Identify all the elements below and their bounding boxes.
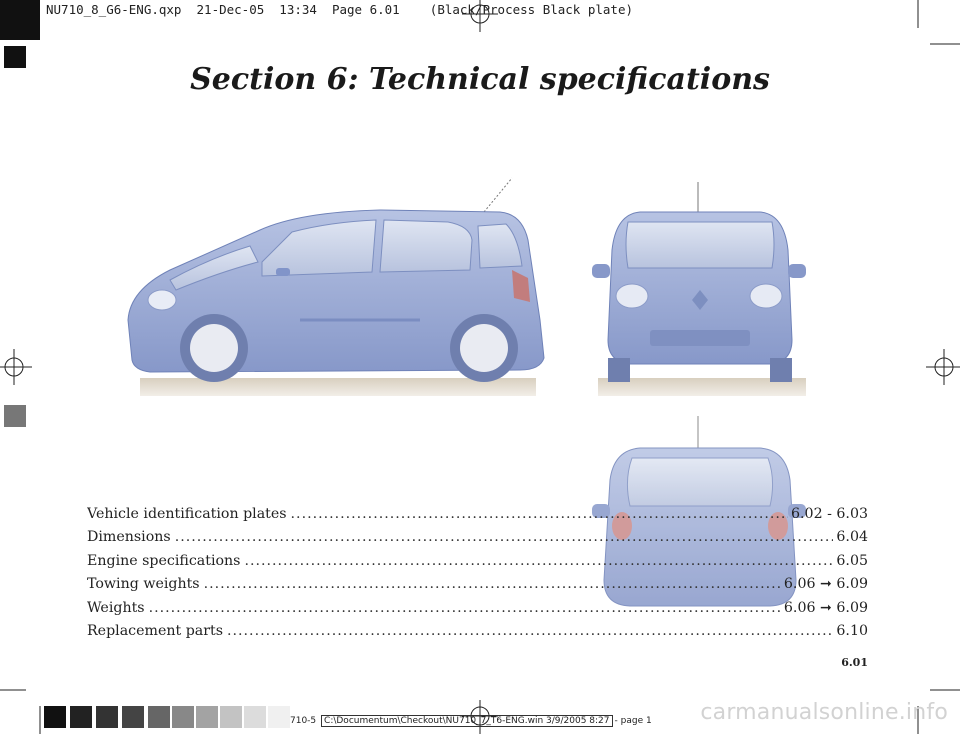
swatch [122, 706, 144, 728]
car-side-view [128, 178, 544, 396]
toc-entry[interactable]: Dimensions ..... 6.04 [87, 526, 868, 549]
toc-entry[interactable]: Towing weights ..... 6.06 ➞ 6.09 [87, 573, 868, 596]
table-of-contents [87, 503, 868, 643]
toc-entry[interactable]: Vehicle identification plates ..... 6.02 - 6.03 [87, 503, 868, 526]
watermark: carmanualsonline.info [700, 700, 948, 725]
print-footer: 710-5 C:\Documentum\Checkout\NU710_7_T6-ENG.win 3/9/2005 8:27 - page 1 [290, 716, 652, 726]
toc-entry[interactable]: Engine specifications ..... 6.05 [87, 550, 868, 573]
swatch [70, 706, 92, 728]
swatch [244, 706, 266, 728]
page-title: Section 6: Technical specifications [190, 62, 770, 97]
toc-entry[interactable]: Replacement parts ..... 6.10 [87, 620, 868, 643]
print-slug-header: NU710_8_G6-ENG.qxp 21-Dec-05 13:34 Page 6.01 (Black/Process Black plate) [46, 2, 633, 17]
toc-entry[interactable]: Weights ..... 6.06 ➞ 6.09 [87, 597, 868, 620]
car-front-view [592, 182, 806, 396]
swatch [172, 706, 194, 728]
swatch [220, 706, 242, 728]
swatch [196, 706, 218, 728]
swatch [148, 706, 170, 728]
page-number: 6.01 [841, 656, 868, 669]
swatch [44, 706, 66, 728]
swatch [268, 706, 290, 728]
swatch [96, 706, 118, 728]
